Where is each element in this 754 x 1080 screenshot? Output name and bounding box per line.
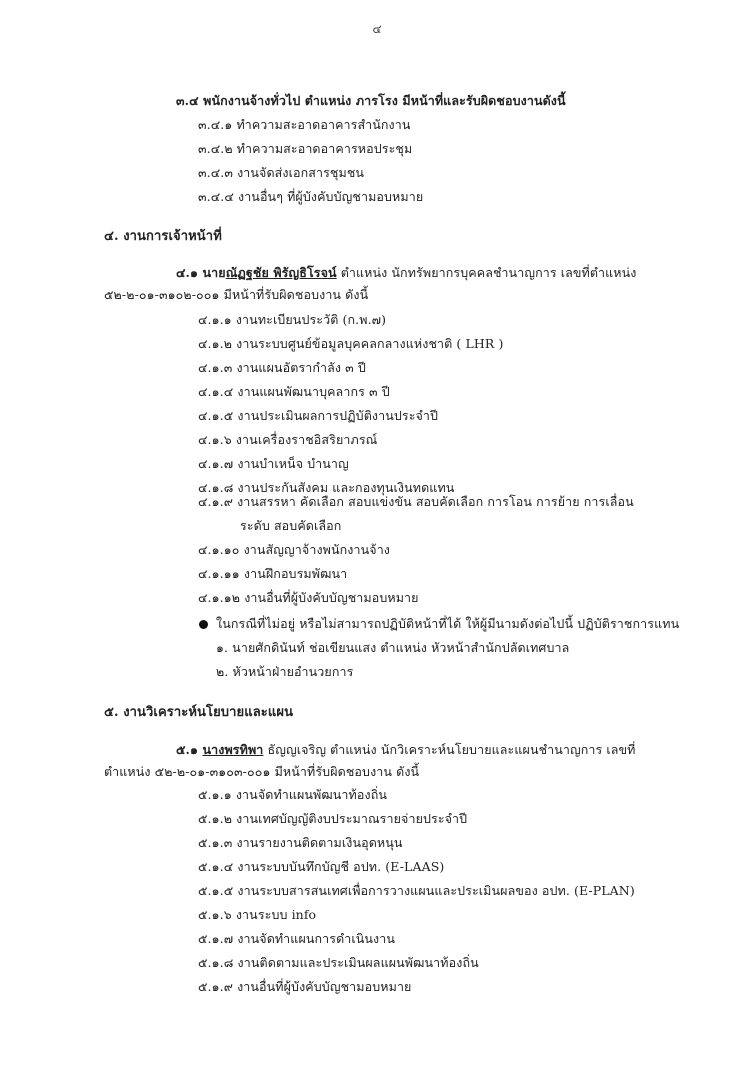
person-position: ตำแหน่ง นักทรัพยากรบุคคลชำนาญการ เลขที่ตำแหน่ง [336, 265, 637, 280]
section-5-heading: ๕. งานวิเคราะห์นโยบายและแผน [104, 705, 294, 720]
section-5-person-line [176, 742, 636, 758]
list-item: ๔.๑.๑ งานทะเบียนประวัติ (ก.พ.๗) [198, 312, 387, 327]
list-item: ๕.๑.๘ งานติดตามและประเมินผลแผนพัฒนาท้องถิ่น [198, 955, 479, 970]
list-item: ๔.๑.๑๒ งานอื่นที่ผู้บังคับบัญชามอบหมาย [198, 590, 419, 605]
list-item: ๔.๑.๕ งานประเมินผลการปฏิบัติงานประจำปี [198, 408, 439, 423]
list-item: ๕.๑.๕ งานระบบสารสนเทศเพื่อการวางแผนและประเมินผลของ อปท. (E-PLAN) [198, 883, 635, 898]
list-item: ๕.๑.๑ งานจัดทำแผนพัฒนาท้องถิ่น [198, 787, 388, 802]
list-item: ๓.๔.๒ ทำความสะอาดอาคารหอประชุม [198, 141, 413, 156]
list-item: ๓.๔.๑ ทำความสะอาดอาคารสำนักงาน [198, 117, 411, 132]
list-item: ๕.๑.๒ งานเทศบัญญัติงบประมาณรายจ่ายประจำปี [198, 811, 468, 826]
list-item: ๓.๔.๓ งานจัดส่งเอกสารชุมชน [198, 165, 365, 180]
list-item: ๔.๑.๒ งานระบบศูนย์ข้อมูลบุคคลกลางแห่งชาติ ( LHR ) [198, 336, 504, 351]
list-item: ๔.๑.๖ งานเครื่องราชอิสริยาภรณ์ [198, 432, 378, 447]
list-item: ๔.๑.๘ งานประกันสังคม และกองทุนเงินทดแทน [198, 480, 455, 495]
section-4-heading: ๔. งานการเจ้าหน้าที่ [104, 229, 222, 244]
section-5-position-line: ตำแหน่ง ๕๒-๒-๐๑-๓๑๐๓-๐๐๑ มีหน้าที่รับผิดชอบงาน ดังนี้ [104, 764, 420, 779]
list-item: ๔.๑.๙ งานสรรหา คัดเลือก สอบแข่งขัน สอบคัดเลือก การโอน การย้าย การเลื่อน [198, 494, 634, 509]
list-item: ๕.๑.๓ งานรายงานติดตามเงินอุดหนุน [198, 835, 403, 850]
section-4-position-line: ๕๒-๒-๐๑-๓๑๐๒-๐๐๑ มีหน้าที่รับผิดชอบงาน ดังนี้ [104, 287, 369, 302]
list-item: ๓.๔.๔ งานอื่นๆ ที่ผู้บังคับบัญชามอบหมาย [198, 189, 424, 204]
delegation-note: ในกรณีที่ไม่อยู่ หรือไม่สามารถปฏิบัติหน้าที่ได้ ให้ผู้มีนามดังต่อไปนี้ ปฏิบัติราชการแทน [216, 616, 680, 631]
list-item-continuation: ระดับ สอบคัดเลือก [240, 518, 342, 533]
bullet-icon [199, 620, 208, 629]
person-number: ๕.๑ [176, 742, 203, 757]
list-item: ๔.๑.๑๑ งานฝึกอบรมพัฒนา [198, 566, 348, 581]
list-item: ๕.๑.๖ งานระบบ info [198, 907, 317, 922]
person-number: ๔.๑ นาย [176, 265, 226, 280]
page-number: ๔ [372, 22, 382, 36]
list-item: ๔.๑.๓ งานแผนอัตรากำลัง ๓ ปี [198, 360, 366, 375]
list-item: ๕.๑.๔ งานระบบบันทึกบัญชี อปท. (E-LAAS) [198, 859, 445, 874]
person-name: ณัฏฐชัย พิรัญธิโรจน์ [225, 265, 337, 280]
delegate-item: ๒. หัวหน้าฝ่ายอำนวยการ [216, 664, 354, 679]
list-item: ๕.๑.๙ งานอื่นที่ผู้บังคับบัญชามอบหมาย [198, 979, 412, 994]
list-item: ๔.๑.๗ งานบำเหน็จ บำนาญ [198, 456, 349, 471]
section-4-person-line [176, 265, 636, 281]
person-name: นางพรทิพา [202, 742, 264, 757]
list-item: ๔.๑.๔ งานแผนพัฒนาบุคลากร ๓ ปี [198, 384, 390, 399]
delegate-item: ๑. นายศักดินันท์ ช่อเขียนแสง ตำแหน่ง หัวหน้าสำนักปลัดเทศบาล [216, 640, 570, 655]
list-item: ๔.๑.๑๐ งานสัญญาจ้างพนักงานจ้าง [198, 542, 391, 557]
person-position: ธัญญเจริญ ตำแหน่ง นักวิเคราะห์นโยบายและแผนชำนาญการ เลขที่ [263, 742, 636, 757]
list-item: ๕.๑.๗ งานจัดทำแผนการดำเนินงาน [198, 931, 395, 946]
section-3-4-title: ๓.๔ พนักงานจ้างทั่วไป ตำแหน่ง ภารโรง มีหน้าที่และรับผิดชอบงานดังนี้ [176, 93, 566, 108]
